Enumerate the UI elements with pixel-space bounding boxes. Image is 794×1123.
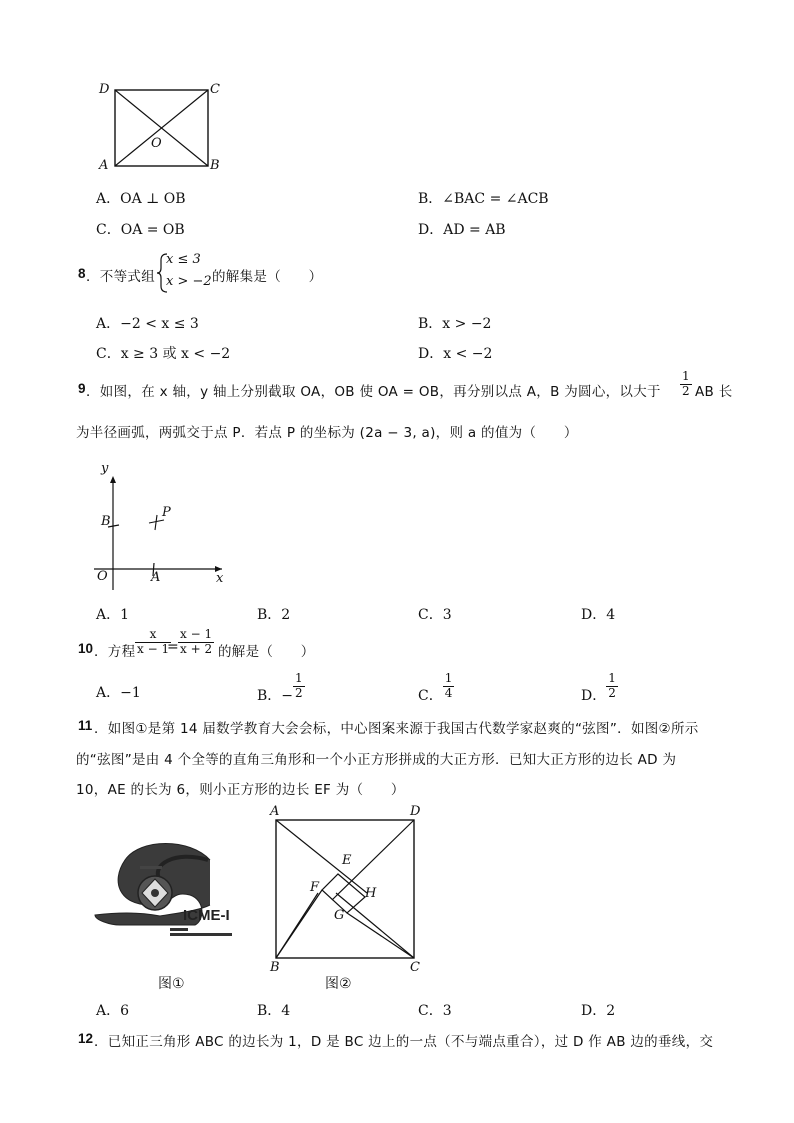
logo-text: ICME-I [183,907,230,924]
q8-option-d[interactable]: D．x < −2 [418,346,493,362]
square-label-D: D [410,804,421,819]
q12-line1: ．已知正三角形 ABC 的边长为 1，D 是 BC 边上的一点（不与端点重合），过 D 作 AB 边的垂线，交 [94,1034,714,1050]
q8-option-b[interactable]: B．x > −2 [418,316,492,332]
q9-number: 9 [78,381,86,396]
q11-option-a[interactable]: A．6 [96,1003,130,1019]
q9-fraction: $\frac{1}{2}$ [682,369,690,398]
q10-option-a[interactable]: A．−1 [96,685,141,701]
q9-line1: ．如图，在 x 轴，y 轴上分别截取 OA，OB 使 OA = OB，再分别以点 A，B 为圆心，以大于 [86,384,661,400]
q11-line2: 的“弦图”是由 4 个全等的直角三角形和一个小正方形拼成的大正方形．已知大正方形的边长 AD 为 [76,752,677,768]
q10-fraction-right: $\frac{x - 1}{x + 2}$ [180,627,213,656]
q9-line1-end: AB 长 [695,384,733,400]
q11-option-d[interactable]: D．2 [581,1003,616,1019]
square-label-C: C [410,960,420,975]
label-C: C [210,82,220,97]
q10-equals: = [167,639,179,655]
square-label-A: A [270,804,280,819]
q10-fraction-left: $\frac{x}{x - 1}$ [137,627,170,656]
q8-prefix: ．不等式组 [86,269,155,285]
axis-x-label: x [216,571,224,586]
q8-inequality-2: x > −2 [166,274,212,289]
point-p-label: P [162,505,171,520]
q7-option-c[interactable]: C．OA = OB [96,222,185,238]
figure-2-caption: 图② [325,976,352,992]
q9-option-c[interactable]: C．3 [418,607,452,623]
square-label-H: H [365,886,377,901]
q12-number: 12 [78,1031,94,1046]
q9-option-b[interactable]: B．2 [257,607,291,623]
q7-option-d[interactable]: D．AD = AB [418,222,506,238]
q8-inequality-1: x ≤ 3 [166,252,201,267]
q11-line1: ．如图①是第 14 届数学教育大会会标，中心图案来源于我国古代数学家赵爽的“弦图”．如图②所示 [94,721,699,737]
axis-y-label: y [101,461,109,476]
point-b-label: B [101,514,111,529]
q9-line2: 为半径画弧，两弧交于点 P．若点 P 的坐标为 (2a − 3, a)，则 a 的值为（ ） [76,425,578,441]
label-D: D [99,82,110,97]
q9-option-a[interactable]: A．1 [96,607,130,623]
q9-option-d[interactable]: D．4 [581,607,616,623]
q10-prefix: ．方程 [94,644,136,660]
label-O: O [151,136,162,151]
point-a-label: A [151,570,161,585]
q11-option-b[interactable]: B．4 [257,1003,291,1019]
figure-1-caption: 图① [158,976,185,992]
q10-option-b[interactable]: B．− $\frac{1}{2}$ [257,671,303,705]
square-label-E: E [342,853,352,868]
square-label-G: G [334,908,345,923]
q8-suffix: 的解集是（ ） [212,269,323,285]
label-A: A [99,158,109,173]
q8-option-a[interactable]: A．−2 < x ≤ 3 [96,316,199,332]
q11-line3: 10，AE 的长为 6，则小正方形的边长 EF 为（ ） [76,782,405,798]
q10-option-d[interactable]: D． $\frac{1}{2}$ [581,671,616,705]
square-label-B: B [270,960,280,975]
square-label-F: F [310,880,320,895]
q11-option-c[interactable]: C．3 [418,1003,452,1019]
q7-option-a[interactable]: A．OA ⊥ OB [96,191,186,207]
q11-number: 11 [78,718,93,733]
q10-suffix: 的解是（ ） [218,644,315,660]
label-B: B [210,158,220,173]
q8-number: 8 [78,266,86,281]
q8-option-c[interactable]: C．x ≥ 3 或 x < −2 [96,346,231,362]
q10-option-c[interactable]: C． $\frac{1}{4}$ [418,671,453,705]
origin-label: O [97,569,108,584]
q10-number: 10 [78,641,94,656]
q7-option-b[interactable]: B．∠BAC = ∠ACB [418,191,549,207]
